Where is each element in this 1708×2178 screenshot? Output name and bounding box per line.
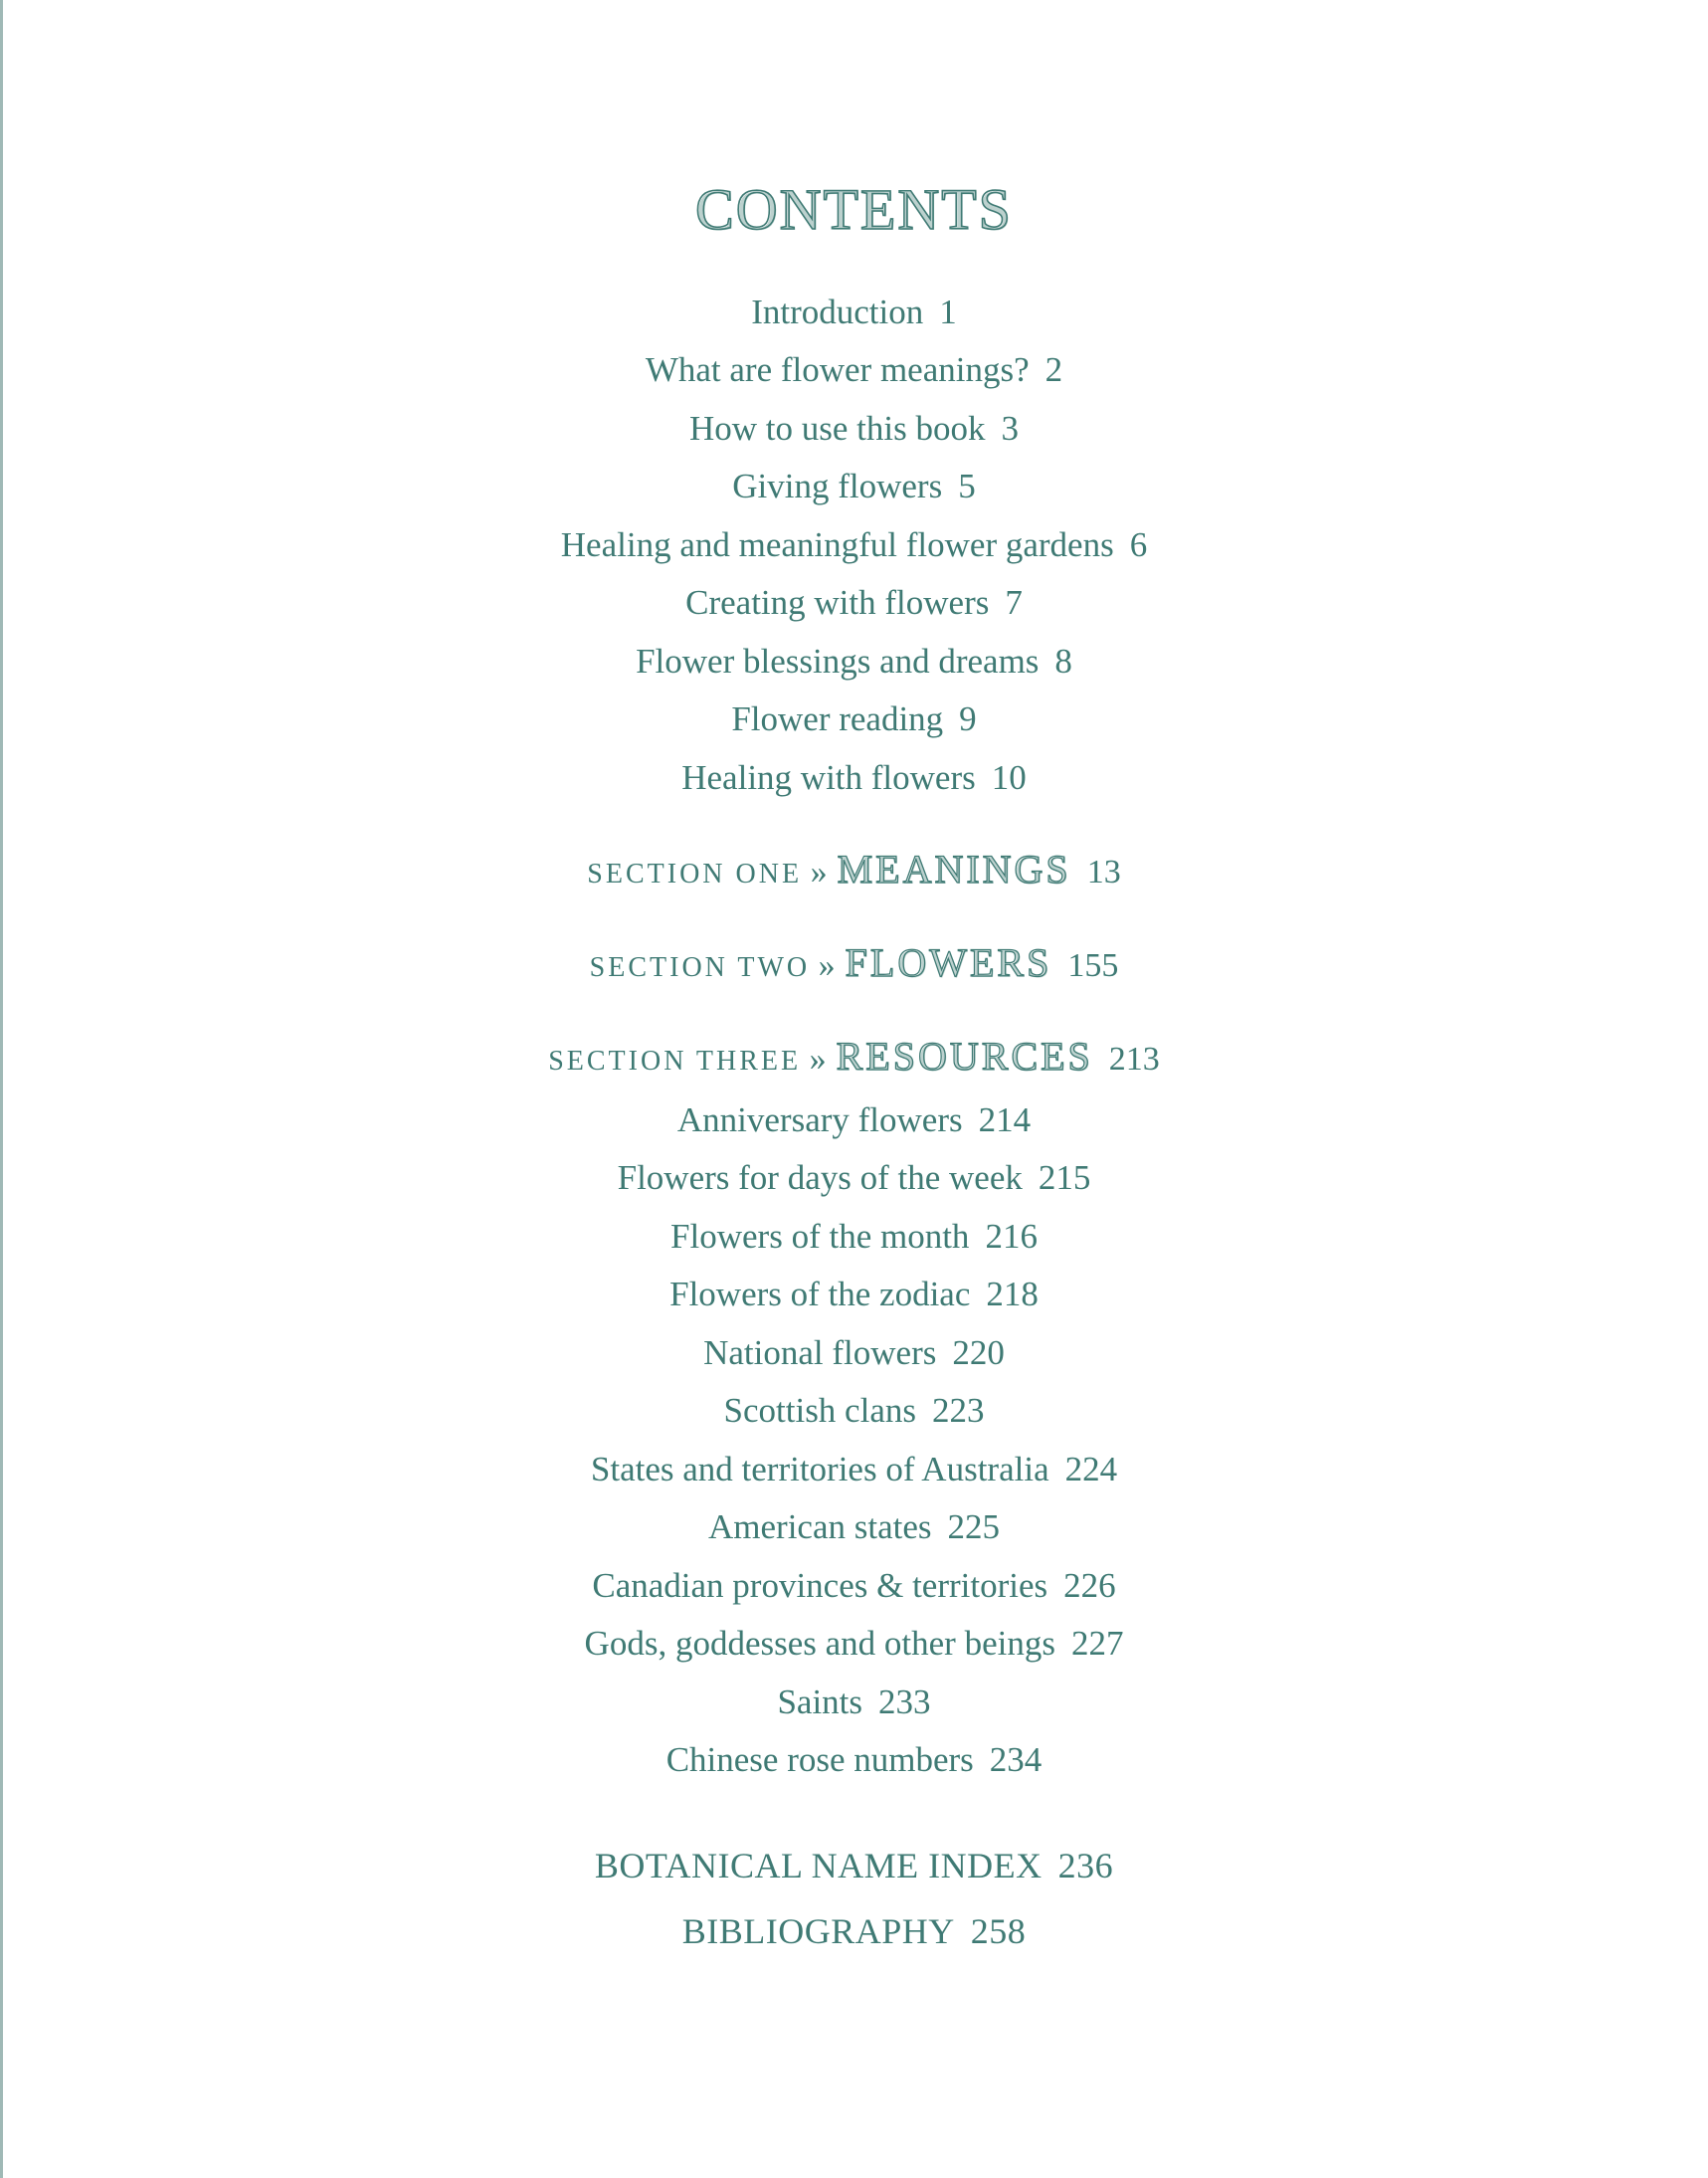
toc-entry-page: 10: [991, 758, 1027, 797]
toc-entry-page: 1: [939, 293, 957, 331]
toc-entry-label: Introduction: [751, 293, 924, 331]
toc-entry-page: 2: [1044, 350, 1063, 389]
section-three-heading[interactable]: [0, 1033, 1708, 1081]
toc-entry-label: Creating with flowers: [685, 583, 990, 622]
toc-entry-page: 3: [1001, 409, 1019, 448]
section-kicker: SECTION THREE: [548, 1046, 802, 1077]
toc-entry-page: 233: [878, 1683, 931, 1721]
toc-entry-month[interactable]: [0, 1213, 1708, 1261]
section-kicker: SECTION ONE: [587, 859, 803, 890]
toc-entry-australia[interactable]: [0, 1446, 1708, 1493]
toc-entry-label: Anniversary flowers: [676, 1100, 963, 1139]
section-title: MEANINGS: [837, 847, 1071, 891]
toc-entry-days-of-week[interactable]: [0, 1154, 1708, 1202]
section-kicker: SECTION TWO: [589, 952, 811, 983]
toc-entry-label: States and territories of Australia: [590, 1450, 1049, 1488]
toc-entry-chinese-rose[interactable]: [0, 1736, 1708, 1784]
toc-entry-page: 220: [952, 1333, 1005, 1372]
toc-entry-saints[interactable]: [0, 1679, 1708, 1726]
toc-entry-blessings[interactable]: [0, 638, 1708, 686]
toc-entry-page: 227: [1070, 1624, 1124, 1663]
toc-entry-creating[interactable]: [0, 579, 1708, 627]
toc-entry-bibliography[interactable]: [0, 1907, 1708, 1955]
contents-title: CONTENTS: [695, 177, 1013, 242]
section-separator: »: [809, 1041, 827, 1078]
toc-entry-page: 234: [989, 1740, 1043, 1779]
toc-entry-page: 224: [1064, 1450, 1118, 1488]
section-page: 13: [1086, 854, 1121, 891]
toc-entry-page: 9: [959, 699, 977, 738]
toc-entry-flower-meanings[interactable]: [0, 346, 1708, 394]
toc-entry-botanical-index[interactable]: [0, 1842, 1708, 1889]
toc-entry-anniversary[interactable]: [0, 1096, 1708, 1144]
toc-entry-gardens[interactable]: [0, 521, 1708, 569]
toc-entry-label: Flowers for days of the week: [617, 1158, 1023, 1197]
section-page: 213: [1108, 1041, 1160, 1078]
toc-entry-national[interactable]: [0, 1329, 1708, 1377]
section-two-heading[interactable]: [0, 939, 1708, 987]
toc-entry-page: 7: [1005, 583, 1023, 622]
toc-entry-page: 226: [1063, 1566, 1116, 1605]
toc-entry-label: Healing with flowers: [681, 758, 976, 797]
toc-entry-label: Giving flowers: [732, 467, 943, 505]
toc-entry-flower-reading[interactable]: [0, 695, 1708, 743]
toc-entry-page: 6: [1129, 525, 1148, 564]
section-separator: »: [810, 854, 828, 891]
toc-entry-page: 216: [985, 1217, 1038, 1256]
toc-entry-label: Chinese rose numbers: [665, 1740, 974, 1779]
toc-entry-page: 223: [931, 1391, 985, 1430]
toc-entry-label: Flower blessings and dreams: [636, 642, 1040, 681]
toc-entry-label: National flowers: [703, 1333, 937, 1372]
toc-entry-label: Flowers of the zodiac: [669, 1275, 971, 1313]
toc-entry-page: 218: [986, 1275, 1039, 1313]
toc-entry-label: Gods, goddesses and other beings: [584, 1624, 1055, 1663]
toc-entry-gods[interactable]: [0, 1620, 1708, 1668]
toc-entry-page: 258: [970, 1911, 1027, 1951]
toc-entry-label: What are flower meanings?: [645, 350, 1030, 389]
toc-entry-page: 236: [1057, 1846, 1114, 1885]
toc-entry-scottish-clans[interactable]: [0, 1387, 1708, 1435]
toc-entry-giving-flowers[interactable]: [0, 463, 1708, 510]
toc-entry-american-states[interactable]: [0, 1503, 1708, 1551]
section-title: FLOWERS: [845, 940, 1052, 985]
toc-entry-label: American states: [708, 1507, 932, 1546]
toc-entry-label: How to use this book: [689, 409, 986, 448]
toc-entry-label: BOTANICAL NAME INDEX: [594, 1846, 1043, 1885]
toc-entry-page: 215: [1038, 1158, 1091, 1197]
toc-entry-page: 214: [978, 1100, 1032, 1139]
toc-entry-canadian[interactable]: [0, 1562, 1708, 1610]
section-title: RESOURCES: [836, 1034, 1093, 1079]
section-page: 155: [1067, 947, 1119, 984]
toc-entry-page: 8: [1054, 642, 1072, 681]
section-one-heading[interactable]: [0, 846, 1708, 893]
toc-entry-zodiac[interactable]: [0, 1271, 1708, 1318]
toc-entry-introduction[interactable]: [0, 289, 1708, 336]
toc-entry-how-to-use[interactable]: [0, 405, 1708, 453]
toc-entry-label: Flower reading: [731, 699, 944, 738]
section-separator: »: [818, 947, 836, 984]
toc-entry-label: Saints: [777, 1683, 863, 1721]
toc-entry-label: Healing and meaningful flower gardens: [560, 525, 1114, 564]
toc-entry-page: 5: [958, 467, 976, 505]
toc-entry-healing[interactable]: [0, 754, 1708, 802]
toc-entry-label: Flowers of the month: [670, 1217, 970, 1256]
toc-entry-label: Canadian provinces & territories: [592, 1566, 1048, 1605]
toc-entry-label: BIBLIOGRAPHY: [681, 1911, 955, 1951]
toc-entry-page: 225: [947, 1507, 1000, 1546]
toc-entry-label: Scottish clans: [723, 1391, 916, 1430]
